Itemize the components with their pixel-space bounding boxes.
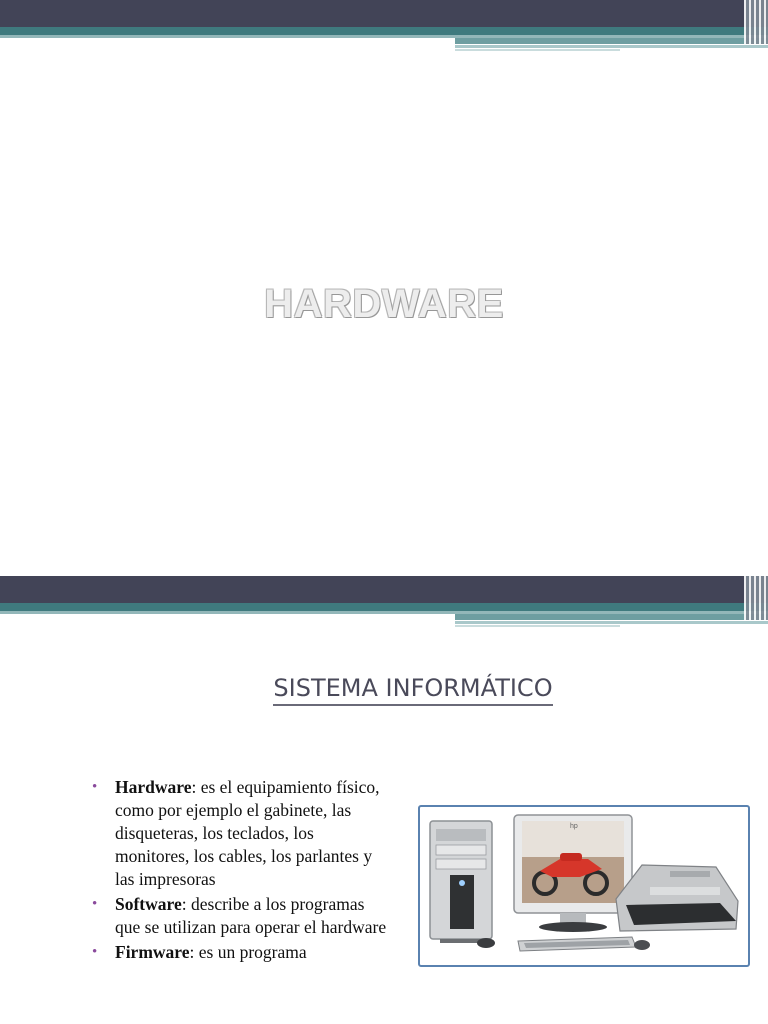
list-item xyxy=(92,941,392,964)
bullet-term: Hardware xyxy=(115,777,192,797)
section-title-text: SISTEMA INFORMÁTICO xyxy=(273,674,552,706)
slide-2 xyxy=(0,576,768,1024)
bullet-text: : es un programa xyxy=(189,942,307,962)
computer-photo xyxy=(418,805,750,967)
monitor-brand: hp xyxy=(570,823,578,830)
header-band xyxy=(0,0,768,60)
bullet-term: Software xyxy=(115,894,182,914)
section-title xyxy=(0,674,768,702)
header-band xyxy=(0,576,768,636)
bullet-icon: • xyxy=(92,944,98,960)
list-item xyxy=(92,893,392,939)
slide-title: HARDWARE xyxy=(264,282,504,326)
bullet-list xyxy=(92,776,392,966)
bullet-icon: • xyxy=(92,779,98,795)
bullet-text: : es el equipamiento físico, como por ejemplo el gabinete, las disqueteras, los teclados, los monitores, los cables, los parlantes y las impresoras xyxy=(115,777,380,889)
bullet-term: Firmware xyxy=(115,942,190,962)
computer-illustration xyxy=(420,807,748,965)
list-item xyxy=(92,776,392,891)
bullet-text: : describe a los programas que se utilizan para operar el hardware xyxy=(115,894,387,937)
bullet-icon: • xyxy=(92,896,98,912)
